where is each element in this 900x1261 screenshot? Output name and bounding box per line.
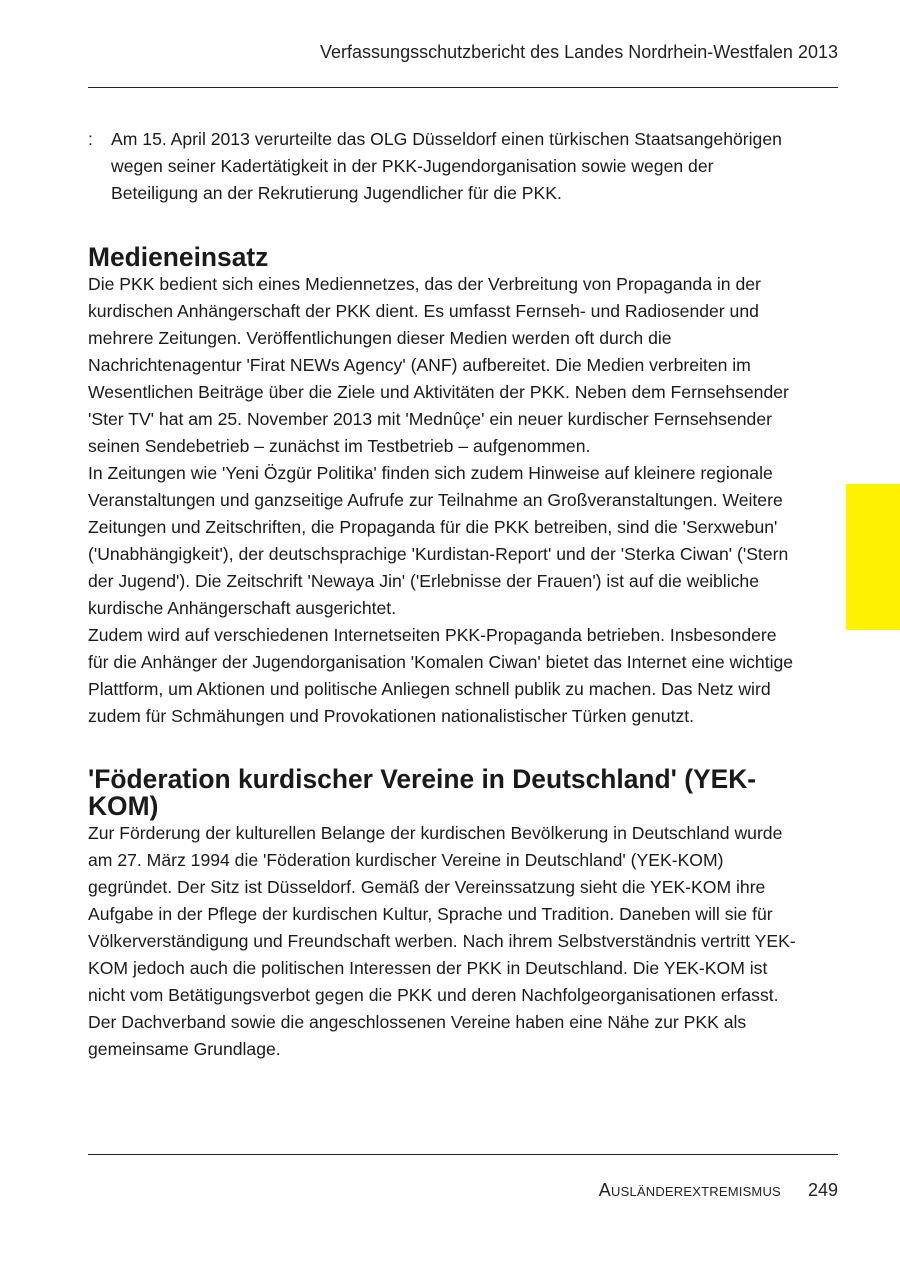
chapter-tab-marker [846,484,900,630]
header-divider [88,87,838,88]
paragraph-media-2: In Zeitungen wie 'Yeni Özgür Politika' finden sich zudem Hinweise auf kleinere regionale Veranstaltungen und ganzseitige Aufrufe zur Teilnahme an Großveranstaltungen. Weitere Zeitungen und Zeitschriften, die Propaganda für die PKK betreiben, sind die 'Serxwebun' ('Unabhängigkeit'), der deutschsprachige 'Kurdistan-Report' und der 'Sterka Ciwan' ('Stern der Jugend'). Die Zeitschrift 'Newaya Jin' ('Erlebnisse der Frauen') ist auf die weibliche kurdische Anhängerschaft ausgerichtet. [88,463,789,618]
page-body [88,126,800,1063]
paragraph-media-1: Die PKK bedient sich eines Mediennetzes, das der Verbreitung von Propaganda in der kurdischen Anhängerschaft der PKK dient. Es umfasst Fernseh- und Radiosender und mehrere Zeitungen. Veröffentlichungen dieser Medien werden oft durch die Nachrichtenagentur 'Firat NEWs Agency' (ANF) aufbereitet. Die Medien verbreiten im Wesentlichen Beiträge über die Ziele und Aktivitäten der PKK. Neben dem Fernsehsender 'Ster TV' hat am 25. November 2013 mit 'Mednûçe' ein neuer kurdischer Fernsehsender seinen Sendebetrieb – zunächst im Testbetrieb – aufgenommen. [88,274,789,456]
footer-divider [88,1154,838,1155]
page-footer [599,1178,838,1202]
bullet-marker: : [88,129,93,149]
footer-section-title: Ausländerextremismus [598,1180,781,1200]
paragraph-media-3: Zudem wird auf verschiedenen Internetseiten PKK-Propaganda betrieben. Insbesondere für die Anhänger der Jugendorganisation 'Komalen Ciwan' bietet das Internet eine wichtige Plattform, um Aktionen und politische Anliegen schnell publik zu machen. Das Netz wird zudem für Schmähungen und Provokationen nationalistischer Türken genutzt. [88,625,794,726]
bullet-item [88,126,800,207]
section-heading-yek-kom: 'Föderation kurdischer Vereine in Deutschland' (YEK-KOM) [88,764,757,821]
page-number: 249 [807,1180,838,1200]
running-header-title: Verfassungsschutzbericht des Landes Nordrhein-Westfalen 2013 [320,42,838,62]
section-heading-medieneinsatz: Medieneinsatz [88,242,269,272]
bullet-text: Am 15. April 2013 verurteilte das OLG Düsseldorf einen türkischen Staatsangehörigen wegen seiner Kadertätigkeit in der PKK-Jugendorganisation sowie wegen der Beteiligung an der Rekrutierung Jugendlicher für die PKK. [111,129,782,203]
paragraph-yek-kom: Zur Förderung der kulturellen Belange der kurdischen Bevölkerung in Deutschland wurde am 27. März 1994 die 'Föderation kurdischer Vereine in Deutschland' (YEK-KOM) gegründet. Der Sitz ist Düsseldorf. Gemäß der Vereinssatzung sieht die YEK-KOM ihre Aufgabe in der Pflege der kurdischen Kultur, Sprache und Tradition. Daneben will sie für Völkerverständigung und Freundschaft werben. Nach ihrem Selbstverständnis vertritt YEK-KOM jedoch auch die politischen Interessen der PKK in Deutschland. Die YEK-KOM ist nicht vom Betätigungsverbot gegen die PKK und deren Nachfolgeorganisationen erfasst. Der Dachverband sowie die angeschlossenen Vereine haben eine Nähe zur PKK als gemeinsame Grundlage. [88,823,796,1059]
